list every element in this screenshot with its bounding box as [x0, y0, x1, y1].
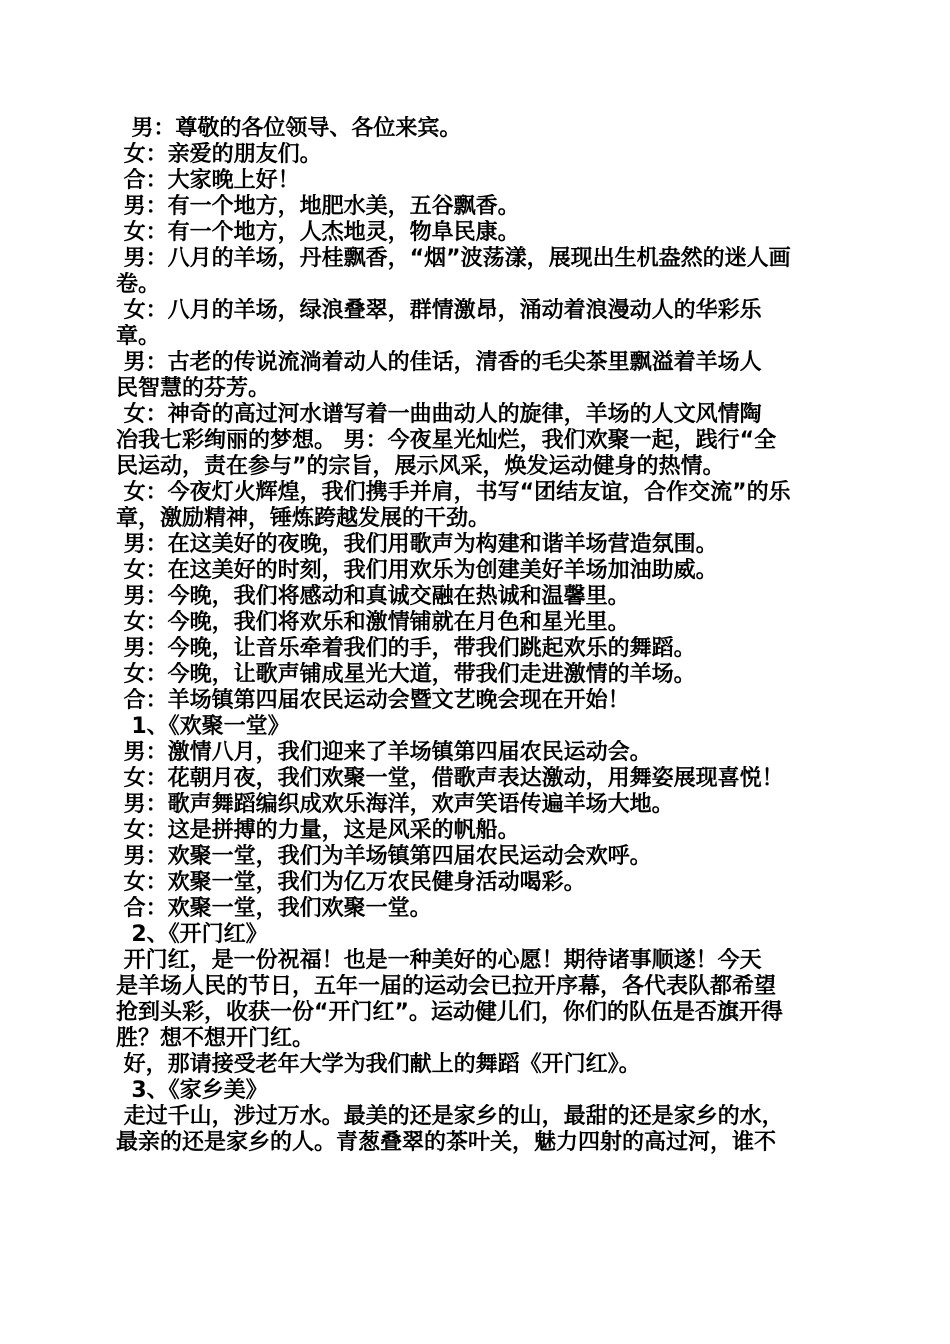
text-line: 女：花朝月夜，我们欢聚一堂，借歌声表达激动，用舞姿展现喜悦！ — [116, 766, 784, 791]
text-line: 男：今晚，我们将感动和真诚交融在热诚和温馨里。 — [116, 584, 630, 609]
text-line: 卷。 — [116, 272, 161, 297]
text-line: 女：欢聚一堂，我们为亿万农民健身活动喝彩。 — [116, 870, 586, 895]
text-line: 合：大家晚上好！ — [116, 168, 300, 193]
text-line: 男：歌声舞蹈编织成欢乐海洋，欢声笑语传遍羊场大地。 — [116, 792, 674, 817]
text-line: 女：亲爱的朋友们。 — [116, 142, 322, 167]
text-line: 男：古老的传说流淌着动人的佳话，清香的毛尖茶里飘溢着羊场人 — [116, 350, 762, 375]
text-line: 民运动，责在参与”的宗旨，展示风采，焕发运动健身的热情。 — [116, 454, 725, 479]
text-line: 男：激情八月，我们迎来了羊场镇第四届农民运动会。 — [116, 740, 652, 765]
text-line: 好，那请接受老年大学为我们献上的舞蹈《开门红》。 — [116, 1052, 641, 1077]
section-heading: 3、《家乡美》 — [116, 1078, 268, 1103]
text-line: 女：神奇的高过河水谱写着一曲曲动人的旋律，羊场的人文风情陶 — [116, 402, 762, 427]
text-line: 冶我七彩绚丽的梦想。 男：今夜星光灿烂，我们欢聚一起，践行“全 — [116, 428, 777, 453]
text-line: 女：今晚，我们将欢乐和激情铺就在月色和星光里。 — [116, 610, 630, 635]
text-line: 章，激励精神，锤炼跨越发展的干劲。 — [116, 506, 491, 531]
text-line: 女：今夜灯火辉煌，我们携手并肩，书写“团结友谊，合作交流”的乐 — [116, 480, 791, 505]
text-line: 是羊场人民的节日，五年一届的运动会已拉开序幕，各代表队都希望 — [116, 974, 777, 999]
text-line: 男：在这美好的夜晚，我们用歌声为构建和谐羊场营造氛围。 — [116, 532, 718, 557]
text-line: 胜？想不想开门红。 — [116, 1026, 315, 1051]
text-line: 合：欢聚一堂，我们欢聚一堂。 — [116, 896, 432, 921]
text-line: 男：欢聚一堂，我们为羊场镇第四届农民运动会欢呼。 — [116, 844, 652, 869]
text-line: 女：八月的羊场，绿浪叠翠，群情激昂，涌动着浪漫动人的华彩乐 — [116, 298, 762, 323]
text-line: 男：今晚，让音乐牵着我们的手，带我们跳起欢乐的舞蹈。 — [116, 636, 696, 661]
text-line: 民智慧的芬芳。 — [116, 376, 271, 401]
text-line: 女：这是拼搏的力量，这是风采的帆船。 — [116, 818, 520, 843]
text-line: 抢到头彩，收获一份“开门红”。运动健儿们，你们的队伍是否旗开得 — [116, 1000, 783, 1025]
text-line: 男：尊敬的各位领导、各位来宾。 — [116, 116, 462, 141]
section-heading: 2、《开门红》 — [116, 922, 268, 947]
text-line: 男：有一个地方，地肥水美，五谷飘香。 — [116, 194, 520, 219]
text-line: 合：羊场镇第四届农民运动会暨文艺晚会现在开始！ — [116, 688, 630, 713]
text-line: 女：在这美好的时刻，我们用欢乐为创建美好羊场加油助威。 — [116, 558, 718, 583]
text-line: 男：八月的羊场，丹桂飘香，“烟”波荡漾，展现出生机盎然的迷人画 — [116, 246, 791, 271]
document-page — [116, 116, 838, 1156]
text-line: 走过千山，涉过万水。最美的还是家乡的山，最甜的还是家乡的水， — [116, 1104, 784, 1129]
text-line: 最亲的还是家乡的人。青葱叠翠的茶叶关，魅力四射的高过河，谁不 — [116, 1130, 777, 1155]
section-heading: 1、《欢聚一堂》 — [116, 714, 290, 739]
text-line: 开门红，是一份祝福！也是一种美好的心愿！期待诸事顺遂！今天 — [116, 948, 762, 973]
text-line: 女：今晚，让歌声铺成星光大道，带我们走进激情的羊场。 — [116, 662, 696, 687]
text-line: 章。 — [116, 324, 161, 349]
text-line: 女：有一个地方，人杰地灵，物阜民康。 — [116, 220, 520, 245]
